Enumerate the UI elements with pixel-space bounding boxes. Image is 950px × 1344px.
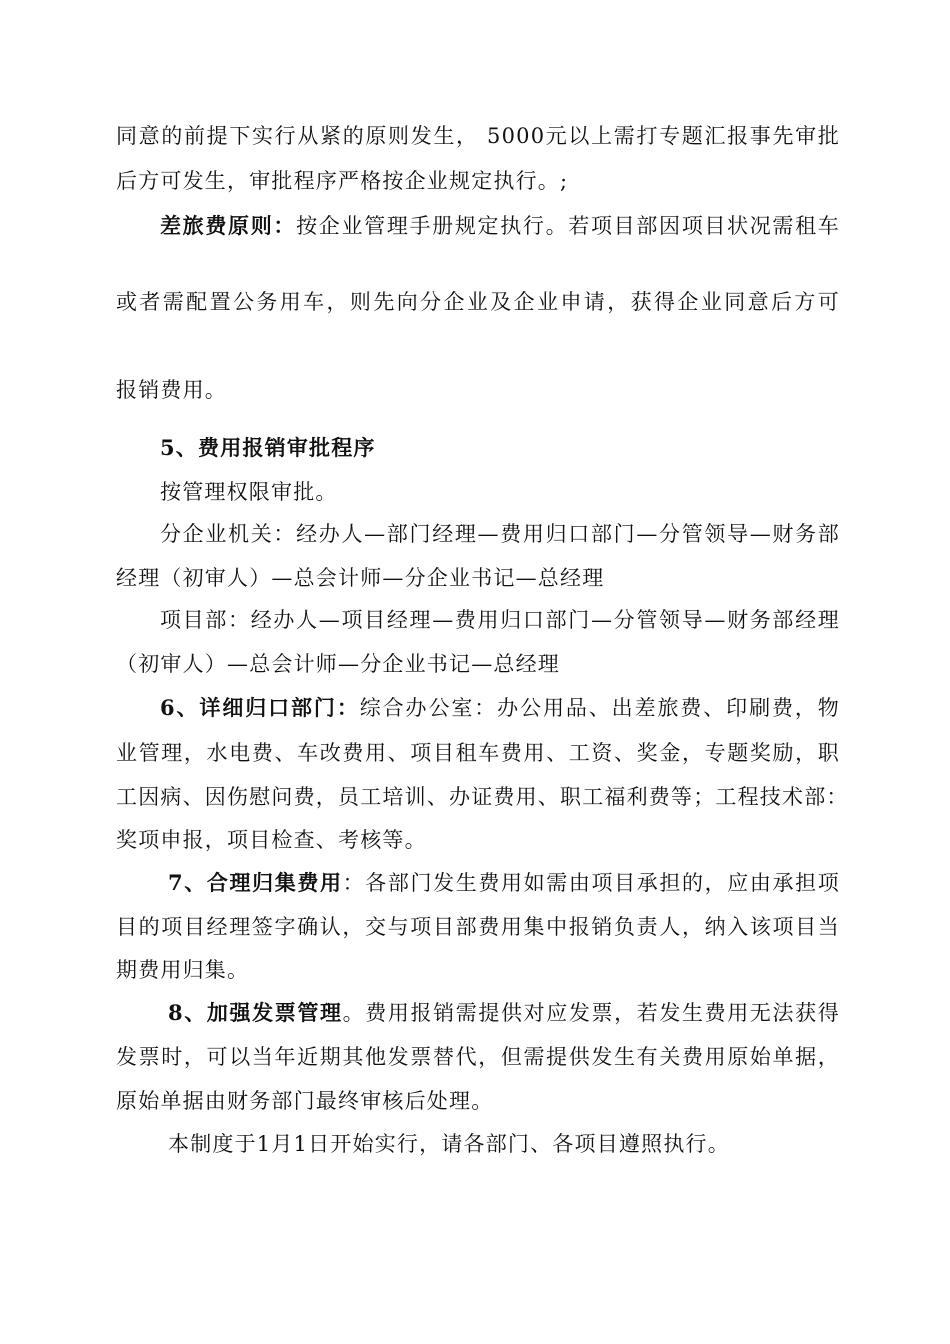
- text-run: 报销费用。: [116, 378, 227, 402]
- text-run: 工因病、因伤慰问费，员工培训、办证费用、职工福利费等；工程技术部：: [116, 785, 849, 809]
- paragraph-line: [116, 783, 849, 811]
- paragraph-line: [116, 376, 840, 404]
- paragraph-line: [168, 999, 840, 1027]
- paragraph-line: [116, 826, 840, 854]
- paragraph-line: [116, 1043, 840, 1071]
- text-run: 经理（初审人）—总会计师—分企业书记—总经理: [116, 566, 605, 590]
- paragraph-line: [116, 122, 840, 150]
- text-run: 或者需配置公务用车，则先向分企业及企业申请，获得企业同意后方可: [116, 290, 840, 314]
- paragraph-line: [116, 739, 840, 767]
- section-heading-5: [160, 434, 840, 462]
- paragraph-line: [168, 869, 840, 897]
- text-run: 奖项申报，项目检查、考核等。: [116, 828, 427, 852]
- paragraph-line: [160, 212, 840, 240]
- text-run: 期费用归集。: [116, 958, 250, 982]
- paragraph-line: [116, 1087, 840, 1115]
- text-run: 项目部：经办人—项目经理—费用归口部门—分管领导—财务部经理: [160, 608, 840, 632]
- paragraph-line: [116, 913, 840, 941]
- paragraph-line: [116, 650, 840, 678]
- text-run: 分企业机关：经办人—部门经理—费用归口部门—分管领导—财务部: [160, 522, 840, 546]
- section-heading-travel: 差旅费原则：: [160, 213, 297, 238]
- text-run: 按管理权限审批。: [160, 480, 338, 504]
- paragraph-line: [116, 956, 840, 984]
- text-run: ：各部门发生费用如需由项目承担的，应由承担项: [342, 871, 840, 895]
- paragraph-line: [116, 167, 840, 195]
- paragraph-line: [160, 520, 840, 548]
- text-run: 同意的前提下实行从紧的原则发生， 5000元以上需打专题汇报事先审批: [116, 124, 840, 148]
- text-run: 本制度于1月1日开始实行，请各部门、各项目遵照执行。: [168, 1132, 730, 1156]
- paragraph-line: [160, 478, 840, 506]
- paragraph-line: [160, 606, 840, 634]
- section-heading-8: 8、加强发票管理: [168, 1000, 343, 1025]
- text-run: （初审人）—总会计师—分企业书记—总经理: [116, 652, 560, 676]
- paragraph-line: [116, 564, 840, 592]
- text-run: 目的项目经理签字确认，交与项目部费用集中报销负责人，纳入该项目当: [116, 915, 840, 939]
- text-run: 业管理，水电费、车改费用、项目租车费用、工资、奖金，专题奖励，职: [116, 741, 840, 765]
- text-run: 按企业管理手册规定执行。若项目部因项目状况需租车: [296, 214, 840, 238]
- paragraph-line: [168, 1130, 840, 1158]
- paragraph-line: [116, 288, 840, 316]
- heading-text: 5、费用报销审批程序: [160, 435, 376, 460]
- text-run: 后方可发生，审批程序严格按企业规定执行。;: [116, 169, 569, 193]
- text-run: 。费用报销需提供对应发票，若发生费用无法获得: [342, 1001, 840, 1025]
- text-run: 原始单据由财务部门最终审核后处理。: [116, 1089, 494, 1113]
- paragraph-line: [160, 694, 840, 722]
- section-heading-7: 7、合理归集费用: [168, 870, 343, 895]
- text-run: 综合办公室：办公用品、出差旅费、印刷费，物: [359, 696, 840, 720]
- text-run: 发票时，可以当年近期其他发票替代，但需提供发生有关费用原始单据，: [116, 1045, 840, 1069]
- section-heading-6: 6、详细归口部门：: [160, 695, 360, 720]
